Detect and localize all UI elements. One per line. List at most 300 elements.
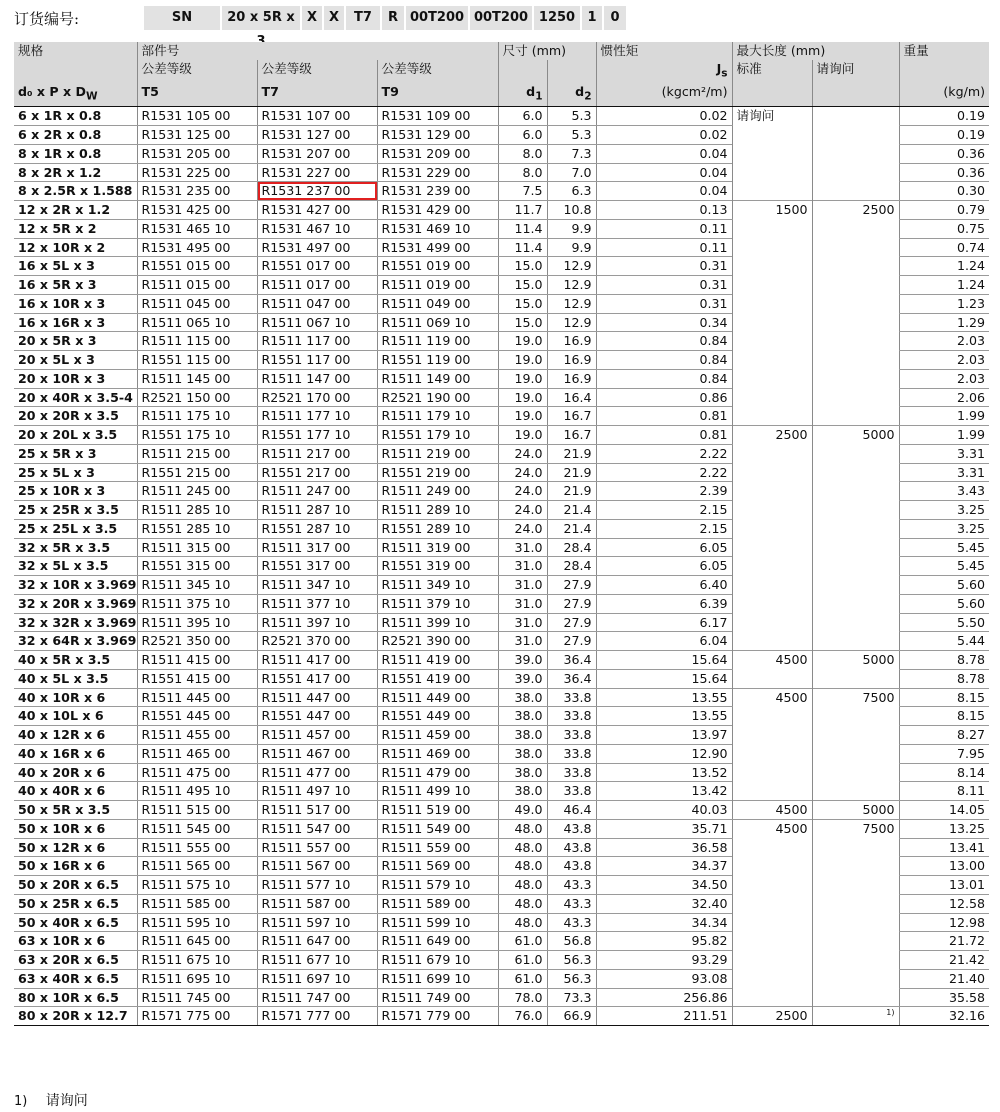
part-no-t5: R1511 175 10 <box>137 407 257 426</box>
weight-value: 5.44 <box>899 632 989 651</box>
inertia-value: 0.11 <box>596 219 732 238</box>
spec-table <box>14 42 989 1026</box>
diameter-d2: 16.9 <box>547 351 596 370</box>
spec-size: 32 x 20R x 3.969 <box>14 594 137 613</box>
diameter-d2: 7.0 <box>547 163 596 182</box>
inertia-value: 35.71 <box>596 819 732 838</box>
diameter-d1: 19.0 <box>498 426 547 445</box>
inertia-value: 13.42 <box>596 782 732 801</box>
part-no-t7: R2521 370 00 <box>257 632 377 651</box>
part-no-t5: R1511 345 10 <box>137 576 257 595</box>
part-no-t5: R1511 645 00 <box>137 932 257 951</box>
inertia-value: 0.04 <box>596 163 732 182</box>
diameter-d1: 31.0 <box>498 538 547 557</box>
part-no-t9: R1511 019 00 <box>377 276 498 295</box>
spec-size: 40 x 5L x 3.5 <box>14 669 137 688</box>
part-no-t9: R1511 649 00 <box>377 932 498 951</box>
order-code-cell: 00T200 <box>406 6 468 30</box>
diameter-d2: 33.8 <box>547 782 596 801</box>
part-no-t5: R1531 205 00 <box>137 144 257 163</box>
weight-value: 3.43 <box>899 482 989 501</box>
max-length-on-request: 2500 <box>812 201 899 426</box>
diameter-d2: 36.4 <box>547 651 596 670</box>
weight-value: 2.03 <box>899 351 989 370</box>
diameter-d2: 21.9 <box>547 444 596 463</box>
weight-value: 2.03 <box>899 332 989 351</box>
part-no-t7: R1531 127 00 <box>257 126 377 145</box>
inertia-value: 13.55 <box>596 707 732 726</box>
part-no-t9: R1511 599 10 <box>377 913 498 932</box>
weight-value: 5.50 <box>899 613 989 632</box>
diameter-d1: 15.0 <box>498 294 547 313</box>
diameter-d2: 56.3 <box>547 969 596 988</box>
part-no-t7: R1511 247 00 <box>257 482 377 501</box>
order-code-cell: T7 <box>346 6 380 30</box>
inertia-value: 0.84 <box>596 369 732 388</box>
diameter-d2: 36.4 <box>547 669 596 688</box>
part-no-t5: R1511 465 00 <box>137 744 257 763</box>
weight-value: 3.31 <box>899 463 989 482</box>
part-no-t9: R1511 749 00 <box>377 988 498 1007</box>
spec-size: 20 x 5L x 3 <box>14 351 137 370</box>
inertia-value: 0.31 <box>596 276 732 295</box>
part-no-t5: R1511 015 00 <box>137 276 257 295</box>
part-no-t9: R1531 209 00 <box>377 144 498 163</box>
part-no-t7: R1531 427 00 <box>257 201 377 220</box>
diameter-d2: 12.9 <box>547 276 596 295</box>
diameter-d2: 27.9 <box>547 613 596 632</box>
diameter-d1: 15.0 <box>498 257 547 276</box>
part-no-t5: R1511 455 00 <box>137 726 257 745</box>
spec-size: 25 x 25L x 3.5 <box>14 519 137 538</box>
weight-value: 7.95 <box>899 744 989 763</box>
max-length-standard: 请询问 <box>732 107 812 201</box>
part-no-t5: R1511 285 10 <box>137 501 257 520</box>
spec-size: 50 x 16R x 6 <box>14 857 137 876</box>
weight-value: 0.79 <box>899 201 989 220</box>
diameter-d2: 16.4 <box>547 388 596 407</box>
diameter-d2: 43.3 <box>547 913 596 932</box>
spec-size: 12 x 2R x 1.2 <box>14 201 137 220</box>
diameter-d2: 33.8 <box>547 707 596 726</box>
footnote-text: 请询问 <box>45 1093 88 1109</box>
weight-value: 2.03 <box>899 369 989 388</box>
part-no-t9: R2521 190 00 <box>377 388 498 407</box>
max-length-on-request: 7500 <box>812 819 899 1007</box>
spec-size: 25 x 10R x 3 <box>14 482 137 501</box>
part-no-t5: R1551 315 00 <box>137 557 257 576</box>
spec-size: 40 x 20R x 6 <box>14 763 137 782</box>
diameter-d1: 38.0 <box>498 763 547 782</box>
part-no-t9: R1531 499 00 <box>377 238 498 257</box>
part-no-t5: R1511 675 10 <box>137 951 257 970</box>
part-no-t5: R1511 115 00 <box>137 332 257 351</box>
part-no-t5: R1511 215 00 <box>137 444 257 463</box>
diameter-d1: 38.0 <box>498 744 547 763</box>
spec-size: 6 x 1R x 0.8 <box>14 107 137 126</box>
diameter-d1: 78.0 <box>498 988 547 1007</box>
order-code-cell: 1250 <box>534 6 580 30</box>
part-no-t9: R1511 319 00 <box>377 538 498 557</box>
diameter-d2: 56.8 <box>547 932 596 951</box>
part-no-t7: R1511 567 00 <box>257 857 377 876</box>
header-weight-unit: (kg/m) <box>899 83 989 107</box>
part-no-t5: R1511 545 00 <box>137 819 257 838</box>
weight-value: 1.24 <box>899 276 989 295</box>
spec-size: 25 x 5R x 3 <box>14 444 137 463</box>
inertia-value: 0.34 <box>596 313 732 332</box>
part-no-t7: R1511 477 00 <box>257 763 377 782</box>
header-inertia: 惯性矩 <box>596 42 732 60</box>
inertia-value: 0.02 <box>596 126 732 145</box>
part-no-t5: R1511 445 00 <box>137 688 257 707</box>
weight-value: 13.25 <box>899 819 989 838</box>
spec-size: 40 x 10L x 6 <box>14 707 137 726</box>
part-no-t7: R1511 067 10 <box>257 313 377 332</box>
diameter-d1: 61.0 <box>498 951 547 970</box>
order-code-cell: R <box>382 6 404 30</box>
part-no-t7: R1511 117 00 <box>257 332 377 351</box>
part-no-t7: R1511 457 00 <box>257 726 377 745</box>
part-no-t9: R1511 479 00 <box>377 763 498 782</box>
spec-size: 25 x 5L x 3 <box>14 463 137 482</box>
header-empty <box>812 83 899 107</box>
inertia-value: 34.37 <box>596 857 732 876</box>
spec-size: 63 x 10R x 6 <box>14 932 137 951</box>
diameter-d1: 7.5 <box>498 182 547 201</box>
inertia-value: 0.02 <box>596 107 732 126</box>
diameter-d1: 31.0 <box>498 557 547 576</box>
weight-value: 0.36 <box>899 163 989 182</box>
part-no-t7: R1531 497 00 <box>257 238 377 257</box>
spec-table-body <box>14 107 989 1026</box>
part-no-t7: R1511 587 00 <box>257 894 377 913</box>
part-no-t9: R1511 679 10 <box>377 951 498 970</box>
order-code-cell: SN <box>144 6 220 30</box>
diameter-d1: 19.0 <box>498 388 547 407</box>
inertia-value: 0.04 <box>596 182 732 201</box>
diameter-d2: 43.8 <box>547 819 596 838</box>
diameter-d1: 48.0 <box>498 838 547 857</box>
diameter-d2: 43.8 <box>547 838 596 857</box>
header-inertia-symbol: $J_s$ <box>596 60 732 83</box>
inertia-value: 93.29 <box>596 951 732 970</box>
header-t5: T5 <box>137 83 257 107</box>
weight-value: 8.27 <box>899 726 989 745</box>
inertia-value: 0.84 <box>596 332 732 351</box>
spec-size: 40 x 16R x 6 <box>14 744 137 763</box>
part-no-t7: R1511 577 10 <box>257 876 377 895</box>
spec-size: 50 x 5R x 3.5 <box>14 801 137 820</box>
max-length-on-request: 7500 <box>812 688 899 801</box>
diameter-d1: 39.0 <box>498 651 547 670</box>
part-no-t9: R1511 049 00 <box>377 294 498 313</box>
part-no-t9: R1511 399 10 <box>377 613 498 632</box>
part-no-t7: R1511 747 00 <box>257 988 377 1007</box>
part-no-t7: R1511 177 10 <box>257 407 377 426</box>
inertia-value: 12.90 <box>596 744 732 763</box>
part-no-t9: R1531 429 00 <box>377 201 498 220</box>
part-no-t7: R1511 547 00 <box>257 819 377 838</box>
max-length-on-request: 5000 <box>812 801 899 820</box>
spec-size: 32 x 5L x 3.5 <box>14 557 137 576</box>
part-no-t5: R1511 315 00 <box>137 538 257 557</box>
header-empty <box>547 60 596 83</box>
highlighted-part-no: R1531 237 00 <box>257 182 377 201</box>
inertia-value: 2.22 <box>596 444 732 463</box>
spec-size: 8 x 2R x 1.2 <box>14 163 137 182</box>
weight-value: 12.98 <box>899 913 989 932</box>
spec-size: 20 x 20L x 3.5 <box>14 426 137 445</box>
diameter-d2: 16.9 <box>547 332 596 351</box>
order-code-cell: 1 <box>582 6 602 30</box>
weight-value: 1.24 <box>899 257 989 276</box>
part-no-t9: R1511 179 10 <box>377 407 498 426</box>
weight-value: 14.05 <box>899 801 989 820</box>
part-no-t9: R1551 119 00 <box>377 351 498 370</box>
spec-size: 16 x 16R x 3 <box>14 313 137 332</box>
inertia-value: 0.13 <box>596 201 732 220</box>
diameter-d2: 28.4 <box>547 557 596 576</box>
part-no-t9: R1511 449 00 <box>377 688 498 707</box>
spec-size: 20 x 5R x 3 <box>14 332 137 351</box>
part-no-t7: R1531 467 10 <box>257 219 377 238</box>
diameter-d1: 39.0 <box>498 669 547 688</box>
part-no-t7: R1511 677 10 <box>257 951 377 970</box>
header-empty <box>732 83 812 107</box>
weight-value: 32.16 <box>899 1007 989 1026</box>
part-no-t9: R1511 459 00 <box>377 726 498 745</box>
part-no-t5: R2521 350 00 <box>137 632 257 651</box>
part-no-t7: R1551 017 00 <box>257 257 377 276</box>
spec-size: 16 x 10R x 3 <box>14 294 137 313</box>
weight-value: 8.11 <box>899 782 989 801</box>
spec-size: 12 x 10R x 2 <box>14 238 137 257</box>
part-no-t7: R1551 177 10 <box>257 426 377 445</box>
weight-value: 13.01 <box>899 876 989 895</box>
diameter-d2: 12.9 <box>547 294 596 313</box>
spec-size: 80 x 20R x 12.7 <box>14 1007 137 1026</box>
diameter-d1: 11.7 <box>498 201 547 220</box>
weight-value: 1.29 <box>899 313 989 332</box>
header-d1: $d_1$ <box>498 83 547 107</box>
max-length-on-request <box>812 107 899 201</box>
spec-size: 16 x 5R x 3 <box>14 276 137 295</box>
part-no-t7: R1511 017 00 <box>257 276 377 295</box>
weight-value: 21.42 <box>899 951 989 970</box>
part-no-t5: R1511 695 10 <box>137 969 257 988</box>
diameter-d2: 43.8 <box>547 857 596 876</box>
diameter-d2: 5.3 <box>547 107 596 126</box>
weight-value: 8.78 <box>899 651 989 670</box>
part-no-t5: R1511 045 00 <box>137 294 257 313</box>
weight-value: 8.14 <box>899 763 989 782</box>
part-no-t5: R1511 475 00 <box>137 763 257 782</box>
weight-value: 0.74 <box>899 238 989 257</box>
part-no-t9: R1511 559 00 <box>377 838 498 857</box>
part-no-t5: R1551 215 00 <box>137 463 257 482</box>
part-no-t5: R1551 445 00 <box>137 707 257 726</box>
weight-value: 21.72 <box>899 932 989 951</box>
part-no-t7: R1511 287 10 <box>257 501 377 520</box>
part-no-t5: R2521 150 00 <box>137 388 257 407</box>
diameter-d1: 24.0 <box>498 463 547 482</box>
diameter-d1: 24.0 <box>498 501 547 520</box>
order-code-cell: 00T200 <box>470 6 532 30</box>
header-standard: 标准 <box>732 60 812 83</box>
part-no-t9: R1511 569 00 <box>377 857 498 876</box>
weight-value: 3.31 <box>899 444 989 463</box>
diameter-d2: 28.4 <box>547 538 596 557</box>
diameter-d2: 27.9 <box>547 576 596 595</box>
part-no-t7: R1551 417 00 <box>257 669 377 688</box>
spec-size: 32 x 10R x 3.969 <box>14 576 137 595</box>
part-no-t9: R1511 589 00 <box>377 894 498 913</box>
diameter-d1: 6.0 <box>498 126 547 145</box>
diameter-d1: 61.0 <box>498 932 547 951</box>
inertia-value: 6.40 <box>596 576 732 595</box>
weight-value: 5.60 <box>899 576 989 595</box>
part-no-t7: R1511 447 00 <box>257 688 377 707</box>
inertia-value: 0.04 <box>596 144 732 163</box>
diameter-d1: 31.0 <box>498 632 547 651</box>
spec-size: 12 x 5R x 2 <box>14 219 137 238</box>
header-empty <box>498 60 547 83</box>
order-code-bar <box>14 6 626 30</box>
part-no-t9: R2521 390 00 <box>377 632 498 651</box>
diameter-d2: 33.8 <box>547 726 596 745</box>
table-row <box>14 801 989 820</box>
spec-size: 40 x 5R x 3.5 <box>14 651 137 670</box>
weight-value: 21.40 <box>899 969 989 988</box>
weight-value: 8.78 <box>899 669 989 688</box>
inertia-value: 2.15 <box>596 519 732 538</box>
diameter-d1: 15.0 <box>498 313 547 332</box>
inertia-value: 0.31 <box>596 294 732 313</box>
weight-value: 3.25 <box>899 519 989 538</box>
inertia-value: 13.97 <box>596 726 732 745</box>
diameter-d1: 31.0 <box>498 594 547 613</box>
part-no-t9: R1531 469 10 <box>377 219 498 238</box>
part-no-t9: R1571 779 00 <box>377 1007 498 1026</box>
part-no-t5: R1511 585 00 <box>137 894 257 913</box>
max-length-on-request: 5000 <box>812 426 899 651</box>
inertia-value: 0.31 <box>596 257 732 276</box>
inertia-value: 34.34 <box>596 913 732 932</box>
diameter-d2: 56.3 <box>547 951 596 970</box>
inertia-value: 6.39 <box>596 594 732 613</box>
part-no-t9: R1511 419 00 <box>377 651 498 670</box>
part-no-t7: R2521 170 00 <box>257 388 377 407</box>
part-no-t5: R1551 175 10 <box>137 426 257 445</box>
order-code-label: 订货编号: <box>14 9 80 28</box>
inertia-value: 6.05 <box>596 538 732 557</box>
spec-size: 32 x 64R x 3.969 <box>14 632 137 651</box>
spec-size: 40 x 40R x 6 <box>14 782 137 801</box>
inertia-value: 211.51 <box>596 1007 732 1026</box>
spec-size: 20 x 10R x 3 <box>14 369 137 388</box>
part-no-t7: R1511 597 10 <box>257 913 377 932</box>
part-no-t9: R1511 469 00 <box>377 744 498 763</box>
diameter-d1: 49.0 <box>498 801 547 820</box>
diameter-d1: 19.0 <box>498 351 547 370</box>
part-no-t5: R1531 495 00 <box>137 238 257 257</box>
weight-value: 0.19 <box>899 107 989 126</box>
part-no-t7: R1511 467 00 <box>257 744 377 763</box>
part-no-t5: R1511 065 10 <box>137 313 257 332</box>
header-d2: $d_2$ <box>547 83 596 107</box>
spec-size: 50 x 40R x 6.5 <box>14 913 137 932</box>
part-no-t9: R1511 249 00 <box>377 482 498 501</box>
diameter-d1: 6.0 <box>498 107 547 126</box>
weight-value: 1.99 <box>899 407 989 426</box>
part-no-t9: R1531 239 00 <box>377 182 498 201</box>
spec-size: 80 x 10R x 6.5 <box>14 988 137 1007</box>
diameter-d2: 66.9 <box>547 1007 596 1026</box>
header-t9: T9 <box>377 83 498 107</box>
diameter-d2: 73.3 <box>547 988 596 1007</box>
part-no-t5: R1531 125 00 <box>137 126 257 145</box>
part-no-t9: R1511 499 10 <box>377 782 498 801</box>
diameter-d2: 12.9 <box>547 313 596 332</box>
part-no-t9: R1511 549 00 <box>377 819 498 838</box>
part-no-t7: R1511 397 10 <box>257 613 377 632</box>
diameter-d2: 9.9 <box>547 238 596 257</box>
weight-value: 35.58 <box>899 988 989 1007</box>
diameter-d1: 48.0 <box>498 913 547 932</box>
diameter-d1: 31.0 <box>498 613 547 632</box>
part-no-t7: R1551 447 00 <box>257 707 377 726</box>
part-no-t9: R1511 349 10 <box>377 576 498 595</box>
weight-value: 0.36 <box>899 144 989 163</box>
header-max-length: 最大长度 (mm) <box>732 42 899 60</box>
part-no-t9: R1531 109 00 <box>377 107 498 126</box>
part-no-t7: R1511 347 10 <box>257 576 377 595</box>
part-no-t5: R1531 235 00 <box>137 182 257 201</box>
diameter-d1: 15.0 <box>498 276 547 295</box>
inertia-value: 6.17 <box>596 613 732 632</box>
weight-value: 5.45 <box>899 557 989 576</box>
part-no-t9: R1551 319 00 <box>377 557 498 576</box>
part-no-t5: R1511 745 00 <box>137 988 257 1007</box>
diameter-d2: 6.3 <box>547 182 596 201</box>
header-tolerance-t9: 公差等级 <box>377 60 498 83</box>
part-no-t7: R1511 417 00 <box>257 651 377 670</box>
diameter-d2: 27.9 <box>547 594 596 613</box>
part-no-t9: R1551 019 00 <box>377 257 498 276</box>
spec-size: 50 x 12R x 6 <box>14 838 137 857</box>
diameter-d1: 48.0 <box>498 876 547 895</box>
part-no-t9: R1551 449 00 <box>377 707 498 726</box>
part-no-t9: R1511 289 10 <box>377 501 498 520</box>
inertia-value: 6.04 <box>596 632 732 651</box>
inertia-value: 40.03 <box>596 801 732 820</box>
diameter-d2: 43.3 <box>547 876 596 895</box>
part-no-t9: R1531 229 00 <box>377 163 498 182</box>
max-length-standard: 4500 <box>732 819 812 1007</box>
part-no-t5: R1511 515 00 <box>137 801 257 820</box>
part-no-t5: R1571 775 00 <box>137 1007 257 1026</box>
diameter-d2: 43.3 <box>547 894 596 913</box>
part-no-t9: R1511 699 10 <box>377 969 498 988</box>
spec-size: 8 x 2.5R x 1.588 <box>14 182 137 201</box>
part-no-t5: R1551 015 00 <box>137 257 257 276</box>
spec-size: 8 x 1R x 0.8 <box>14 144 137 163</box>
diameter-d1: 76.0 <box>498 1007 547 1026</box>
part-no-t7: R1531 227 00 <box>257 163 377 182</box>
diameter-d1: 8.0 <box>498 163 547 182</box>
weight-value: 0.75 <box>899 219 989 238</box>
